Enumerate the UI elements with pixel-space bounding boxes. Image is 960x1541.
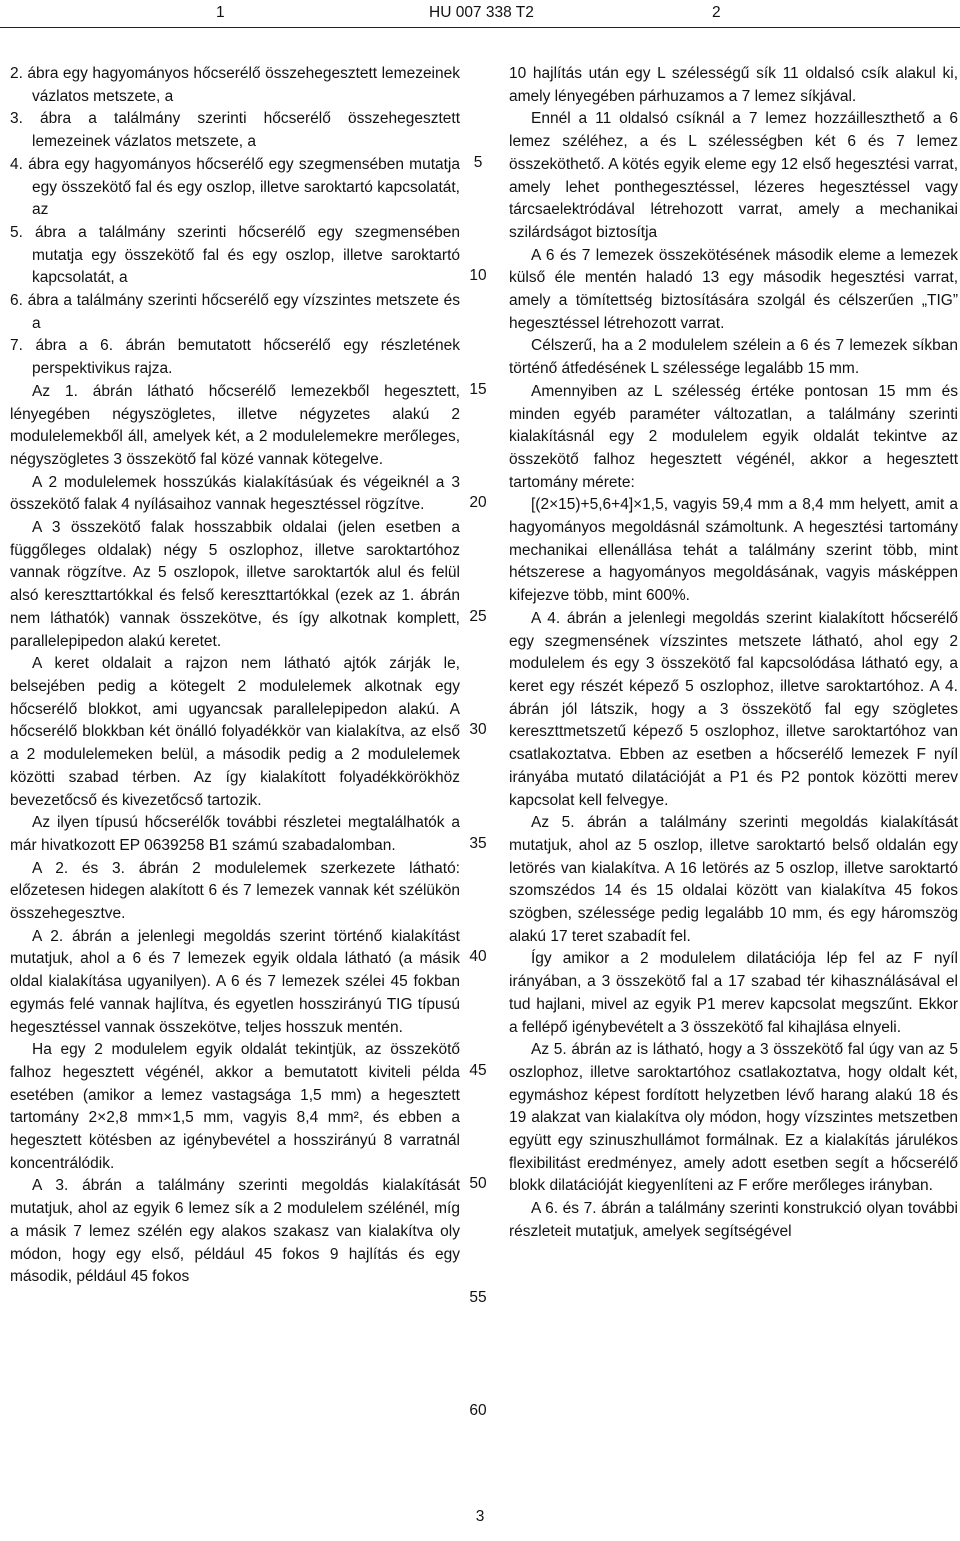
page-header — [0, 4, 960, 24]
right-column-paragraph: Ennél a 11 oldalsó csíknál a 7 lemez hozzáilleszthető a 6 lemez széléhez, a és L szélességben két 6 és 7 lemez összeköthető. A kötés egyik eleme egy 12 első hegesztési varrat, amely lehet ponthegesztéssel, lézeres hegesztéssel vagy tárcsaelektródával létrehozott varrat, amely a mechanikai szilárdságot biztosítja — [509, 110, 958, 241]
page-number: 3 — [475, 1508, 485, 1525]
left-column-paragraph: A 3 összekötő falak hosszabbik oldalai (jelen esetben a függőleges oldalak) négy 5 oszlophoz, illetve saroktartóhoz vannak rögzítve. Az 5 oszlopok, illetve saroktartók alul és felül alsó kereszttartókkal és felső kereszttartókkal (ezek az 1. ábrán nem láthatók) vannak összekötve, és így alkotnak komplett, parallelepipedon alakú keretet. — [10, 519, 460, 650]
right-text-column — [509, 63, 958, 1244]
header-left-page-number: 1 — [216, 4, 225, 21]
line-number: 40 — [469, 948, 487, 966]
left-column-paragraph: A 2. és 3. ábrán 2 modulelemek szerkezete látható: előzetesen hidegen alakított 6 és 7 lemezek vannak két szélükön összehegesztve. — [10, 859, 460, 923]
left-text-column — [10, 63, 460, 1289]
header-document-number: HU 007 338 T2 — [429, 4, 534, 21]
right-column-paragraph: Célszerű, ha a 2 modulelem szélein a 6 és 7 lemezek síkban történő átfedésének L szélessége legalább 15 mm. — [509, 337, 958, 378]
line-number: 50 — [469, 1175, 487, 1193]
right-column-paragraph: A 4. ábrán a jelenlegi megoldás szerint kialakított hőcserélő egy szegmensének vízszintes metszete látható, ahol egy 2 modulelem és egy 3 összekötő fal kapcsolódása látható egy, a keret egy részét képező 5 oszlophoz, illetve saroktartóhoz. A 4. ábrán jól látszik, hogy a 3 összekötő fal egy szögletes kereszttmetszetű képező 5 oszlophoz, illetve saroktartóhoz van csatlakoztatva. Ebben az esetben a hőcserélő lemezek F nyíl irányába mutató dilatációját a P1 és P2 pontok közötti merev kapcsolat kell felvegye. — [509, 609, 958, 809]
line-number: 55 — [469, 1288, 487, 1306]
header-right-page-number: 2 — [712, 4, 721, 21]
header-rule — [0, 27, 960, 28]
left-column-paragraph: 5. ábra a találmány szerinti hőcserélő egy szegmensében mutatja egy összekötő fal és egy oszlop, illetve saroktartó kapcsolatát, a — [10, 223, 460, 287]
left-column-paragraph: Ha egy 2 modulelem egyik oldalát tekintjük, az összekötő falhoz hegesztett végénél, akkor a bemutatott kiviteli példa esetében (amikor a lemez vastagsága 1,5 mm) a hegesztett tartomány 2×2,8 mm×1,5 mm, vagyis 8,4 mm², és ebben a hegesztett kötésben az igénybevétel a hosszirányú 8 varratnál koncentrálódik. — [10, 1041, 460, 1172]
line-number: 30 — [469, 721, 487, 739]
right-column-paragraph: A 6 és 7 lemezek összekötésének második eleme a lemezek külső éle mentén haladó 13 egy második hegesztési varrat, amely a tömítettség biztosítására szolgál és célszerűen „TIG” hegesztéssel létrehozott varrat. — [509, 246, 958, 332]
left-column-paragraph: 2. ábra egy hagyományos hőcserélő összehegesztett lemezeinek vázlatos metszete, a — [10, 65, 460, 105]
line-number: 25 — [469, 607, 487, 625]
left-column-paragraph: Az ilyen típusú hőcserélők további részletei megtalálhatók a már hivatkozott EP 0639258 B1 számú szabadalomban. — [10, 814, 460, 854]
left-column-paragraph: 4. ábra egy hagyományos hőcserélő egy szegmensében mutatja egy összekötő fal és egy oszlop, illetve saroktartó kapcsolatát, az — [10, 155, 460, 219]
left-column-paragraph: A 2 modulelemek hosszúkás kialakításúak és végeiknél a 3 összekötő falak 4 nyílásaihoz vannak hegesztéssel rögzítve. — [10, 473, 460, 514]
left-column-paragraph: 3. ábra a találmány szerinti hőcserélő összehegesztett lemezeinek vázlatos metszete, a — [10, 110, 460, 151]
right-column-paragraph: Így amikor a 2 modulelem dilatációja lép fel az F nyíl irányában, a 3 összekötő fal a 17 szabad tér kihasználásával el tud hajlani, mivel az egyik P1 merev kapcsolat megszűnt. Ekkor a fellépő igénybevételt a 3 összekötő fal kihajlása elnyeli. — [509, 950, 958, 1036]
line-number: 10 — [469, 267, 487, 285]
left-column-paragraph: 7. ábra a 6. ábrán bemutatott hőcserélő egy részletének perspektivikus rajza. — [10, 337, 460, 378]
left-column-paragraph: Az 1. ábrán látható hőcserélő lemezekből hegesztett, lényegében négyszögletes, illetve négyzetes alakú 2 modulelemekből áll, amelyek két, a 2 modulelemekre merőleges, négyszögletes 3 összekötő fal közé vannak kötegelve. — [10, 382, 460, 468]
line-number: 35 — [469, 834, 487, 852]
line-number: 45 — [469, 1061, 487, 1079]
right-column-paragraph: Amennyiben az L szélesség értéke pontosan 15 mm és minden egyéb paraméter változatlan, a találmány szerinti kialakításnál egy 2 modulelem egyik oldalát tekintve az összekötő falhoz hegesztett végénél, akkor a hegesztett tartomány mérete: — [509, 382, 958, 491]
right-column-paragraph: [(2×15)+5,6+4]×1,5, vagyis 59,4 mm a 8,4 mm helyett, amit a hagyományos megoldásnál számoltunk. A hegesztési tartomány mechanikai ellenállása tehát a találmány szerint több, mint hétszerese a hagyományos megoldásának, vagyis másképpen kifejezve több, mint 600%. — [509, 496, 958, 605]
right-column-paragraph: Az 5. ábrán az is látható, hogy a 3 összekötő fal úgy van az 5 oszlophoz, illetve saroktartóhoz csatlakoztatva, hogy oldalt két, egymáshoz képest fordított helyzetben lévő harang alakú 18 és 19 alakzat van kialakítva oly módon, hogy vízszintes metszetben együtt egy szinuszhullámot formálnak. Ez a kialakítás járulékos flexibilitást eredményez, amely adott esetben segít a hőcserélő blokk dilatációját kiegyenlíteni az F erőre merőleges irányban. — [509, 1041, 958, 1195]
left-column-paragraph: A keret oldalait a rajzon nem látható ajtók zárják le, belsejében pedig a kötegelt 2 modulelemek alkotnak egy hőcserélő blokkot, ami ugyancsak parallelepipedon alakú. A hőcserélő blokkban két önálló folyadékkör van kialakítva, az első a 2 modulelemeken belül, a második pedig a 2 modulelemek közötti szabad térben. Az így kialakított folyadékkörökhöz bevezetőcső és kivezetőcső tartozik. — [10, 655, 460, 809]
line-number: 5 — [473, 153, 483, 171]
line-number: 20 — [469, 494, 487, 512]
right-column-paragraph: A 6. és 7. ábrán a találmány szerinti konstrukció olyan további részleteit mutatjuk, amelyek segítségével — [509, 1200, 958, 1240]
left-column-paragraph: A 2. ábrán a jelenlegi megoldás szerint történő kialakítást mutatjuk, ahol a 6 és 7 lemezek egyik oldala látható (a másik oldal kialakítása ugyanilyen). A 6 és 7 lemezek szélei 45 fokban egymás felé vannak hajlítva, és egyetlen hosszirányú TIG típusú hegesztéssel vannak összekötve, teljes hosszuk mentén. — [10, 927, 460, 1036]
left-column-paragraph: A 3. ábrán a találmány szerinti megoldás kialakítását mutatjuk, ahol az egyik 6 lemez sík a 2 modulelem szélénél, míg a másik 7 lemez szélén egy alakos szakasz van kialakítva oly módon, hogy egy első, például 45 fokos 9 hajlítás és egy második, például 45 fokos — [10, 1177, 460, 1286]
right-column-paragraph: Az 5. ábrán a találmány szerinti megoldás kialakítását mutatjuk, ahol az 5 oszlop, illetve saroktartó belső oldalán egy letörés van kialakítva. A 16 letörés az 5 oszlop, illetve saroktartó szomszédos 14 és 15 oldalai között van kialakítva 45 fokos szögben, szélessége pedig legalább 10 mm, és egy háromszög alakú 17 teret szabadít fel. — [509, 814, 958, 945]
left-column-paragraph: 6. ábra a találmány szerinti hőcserélő egy vízszintes metszete és a — [10, 292, 460, 332]
line-number: 60 — [469, 1402, 487, 1420]
line-number: 15 — [469, 380, 487, 398]
right-column-paragraph: 10 hajlítás után egy L szélességű sík 11 oldalsó csík alakul ki, amely lényegében párhuzamos a 7 lemez síkjával. — [509, 65, 958, 105]
